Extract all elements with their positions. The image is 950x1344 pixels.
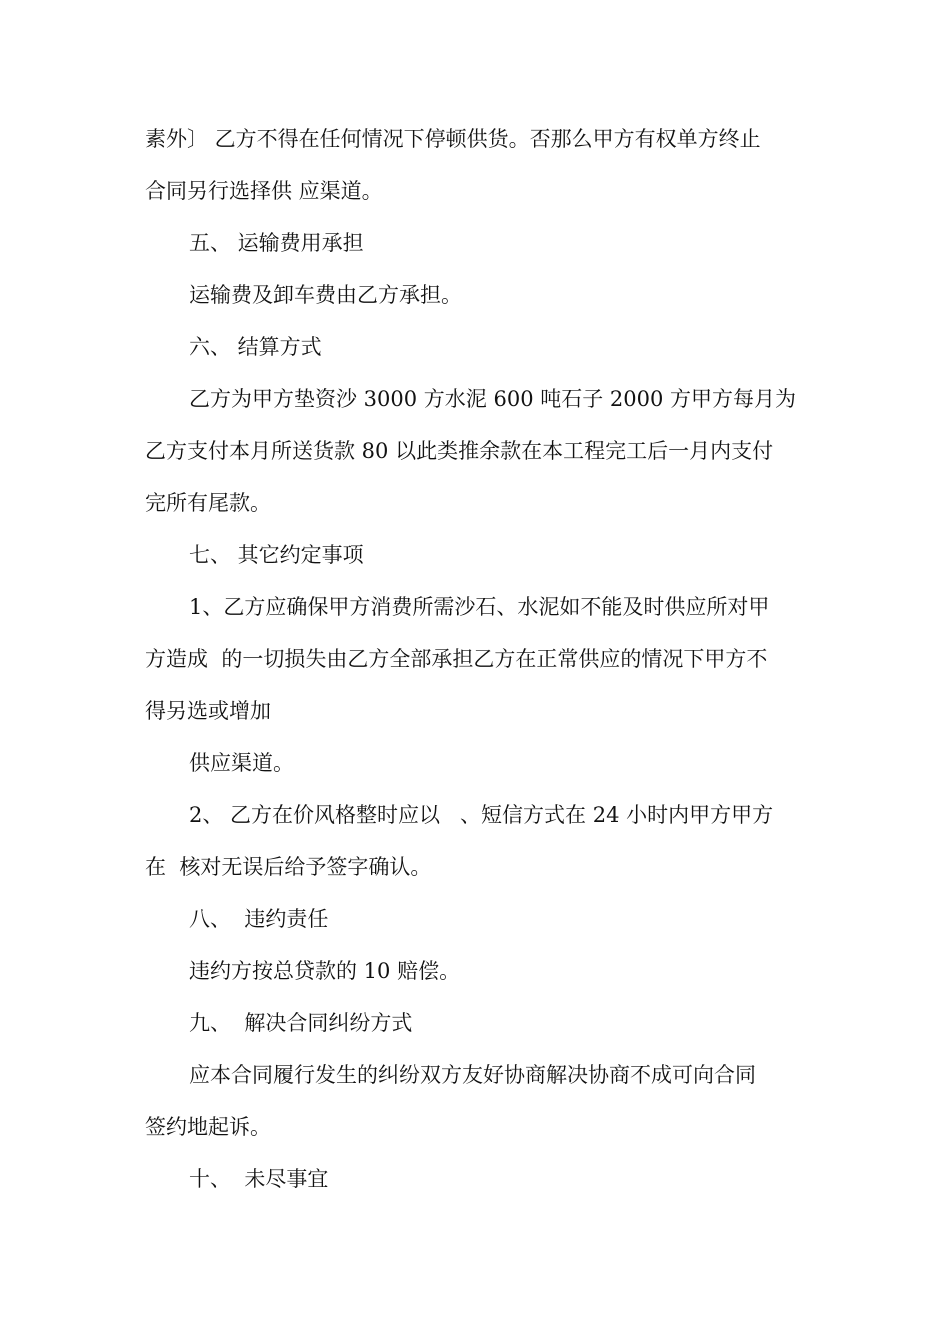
- paragraph-line: 违约方按总贷款的 10 赔偿。: [189, 959, 461, 983]
- paragraph-line: 乙方支付本月所送货款 80 以此类推余款在本工程完工后一月内支付: [145, 439, 774, 463]
- paragraph-line: 运输费及卸车费由乙方承担。: [189, 283, 462, 307]
- section-heading: 八、 违约责任: [189, 907, 329, 931]
- paragraph-line: 应本合同履行发生的纠纷双方友好协商解决协商不成可向合同: [189, 1063, 756, 1087]
- section-heading: 六、 结算方式: [189, 335, 322, 359]
- section-heading: 十、 未尽事宜: [189, 1167, 329, 1191]
- paragraph-line: 签约地起诉。: [145, 1115, 271, 1139]
- document-body: [145, 113, 810, 1205]
- paragraph-line: 供应渠道。: [189, 751, 294, 775]
- paragraph-line: 得另选或增加: [145, 699, 271, 723]
- paragraph-line: 1、乙方应确保甲方消费所需沙石、水泥如不能及时供应所对甲: [189, 595, 770, 619]
- paragraph-line: 方造成 的一切损失由乙方全部承担乙方在正常供应的情况下甲方不: [145, 647, 768, 671]
- paragraph-line: 乙方为甲方垫资沙 3000 方水泥 600 吨石子 2000 方甲方每月为: [189, 387, 797, 411]
- section-heading: 七、 其它约定事项: [189, 543, 364, 567]
- paragraph-line: 完所有尾款。: [145, 491, 271, 515]
- section-heading: 九、 解决合同纠纷方式: [189, 1011, 413, 1035]
- section-heading: 五、 运输费用承担: [189, 231, 364, 255]
- paragraph-line: 合同另行选择供 应渠道。: [145, 179, 383, 203]
- paragraph-line: 在 核对无误后给予签字确认。: [145, 855, 432, 879]
- paragraph-line: 2、 乙方在价风格整时应以 、短信方式在 24 小时内甲方甲方: [189, 803, 774, 827]
- paragraph-line: 素外〕 乙方不得在任何情况下停顿供货。否那么甲方有权单方终止: [145, 127, 761, 151]
